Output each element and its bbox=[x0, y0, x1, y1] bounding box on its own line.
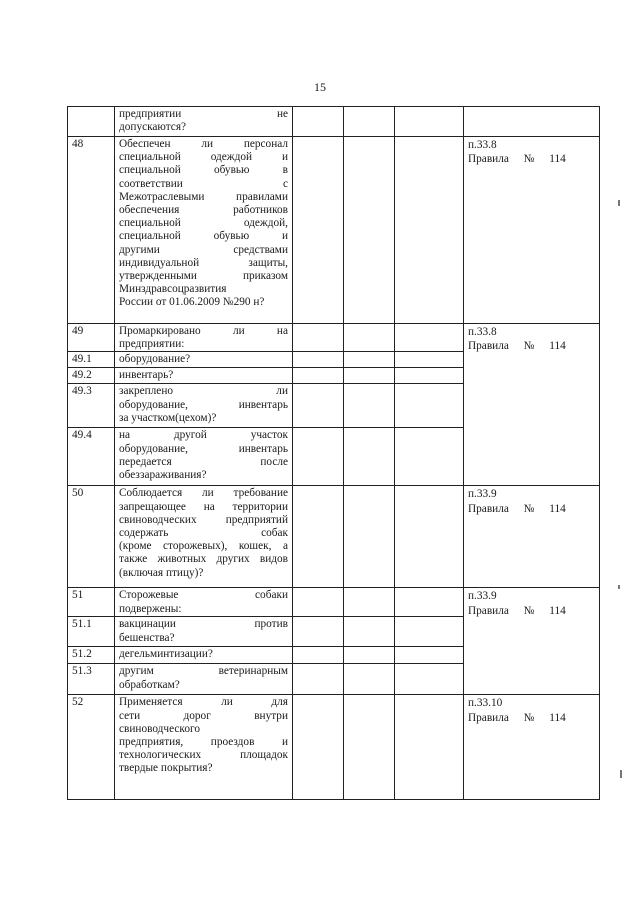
reference-cell bbox=[464, 107, 600, 137]
page-number: 15 bbox=[314, 80, 326, 94]
question-cell bbox=[115, 664, 293, 695]
question-text-end: подвержены: bbox=[119, 602, 182, 615]
table-row bbox=[68, 588, 600, 617]
answer-cell-na bbox=[395, 428, 464, 486]
answer-cell-no bbox=[344, 647, 395, 664]
answer-cell-yes bbox=[293, 352, 344, 368]
answer-cell-no bbox=[344, 695, 395, 800]
answer-cell-na bbox=[395, 664, 464, 695]
question-text: другим ветеринарным bbox=[119, 665, 288, 678]
table-row bbox=[68, 486, 600, 588]
question-text: на другой участок оборудование, инвентарь передается после bbox=[119, 429, 288, 468]
question-cell bbox=[115, 137, 293, 324]
question-text-end: (включая птицу)? bbox=[119, 566, 204, 579]
scan-mark bbox=[620, 770, 622, 778]
question-cell bbox=[115, 617, 293, 647]
answer-cell-yes bbox=[293, 695, 344, 800]
question-cell bbox=[115, 368, 293, 384]
question-cell bbox=[115, 588, 293, 617]
row-number: 49 bbox=[68, 324, 115, 352]
scan-mark bbox=[618, 585, 620, 589]
answer-cell-yes bbox=[293, 617, 344, 647]
table-row bbox=[68, 137, 600, 324]
answer-cell-no bbox=[344, 368, 395, 384]
row-number: 49.2 bbox=[68, 368, 115, 384]
reference-rules: Правила № 114 bbox=[468, 340, 566, 353]
answer-cell-na bbox=[395, 695, 464, 800]
question-text: Промаркировано ли на bbox=[119, 325, 288, 337]
reference-rules: Правила № 114 bbox=[468, 502, 566, 515]
question-text-end: Минздравсоцразвития России от 01.06.2009 №290 н? bbox=[119, 283, 265, 309]
row-number: 51.1 bbox=[68, 617, 115, 647]
question-text: Сторожевые собаки bbox=[119, 589, 288, 602]
answer-cell-na bbox=[395, 352, 464, 368]
question-text: инвентарь? bbox=[119, 369, 174, 382]
answer-cell-no bbox=[344, 324, 395, 352]
answer-cell-na bbox=[395, 368, 464, 384]
answer-cell-yes bbox=[293, 647, 344, 664]
question-text-end: обработкам? bbox=[119, 678, 180, 691]
question-text-end: обеззараживания? bbox=[119, 469, 207, 482]
question-text: дегельминтизации? bbox=[119, 648, 213, 661]
row-number: 48 bbox=[68, 137, 115, 324]
answer-cell-yes bbox=[293, 486, 344, 588]
question-text-end: предприятии: bbox=[119, 338, 185, 351]
answer-cell-yes bbox=[293, 384, 344, 428]
row-number: 52 bbox=[68, 695, 115, 800]
answer-cell-no bbox=[344, 384, 395, 428]
reference-cell bbox=[464, 486, 600, 588]
question-cell bbox=[115, 107, 293, 137]
table-row bbox=[68, 695, 600, 800]
answer-cell-na bbox=[395, 588, 464, 617]
question-cell bbox=[115, 352, 293, 368]
question-cell bbox=[115, 384, 293, 428]
answer-cell-na bbox=[395, 647, 464, 664]
answer-cell-na bbox=[395, 617, 464, 647]
answer-cell-yes bbox=[293, 664, 344, 695]
answer-cell-na bbox=[395, 486, 464, 588]
checklist-table bbox=[67, 106, 600, 800]
answer-cell-no bbox=[344, 486, 395, 588]
question-text: оборудование? bbox=[119, 353, 191, 366]
answer-cell-no bbox=[344, 588, 395, 617]
question-cell bbox=[115, 428, 293, 486]
answer-cell-yes bbox=[293, 324, 344, 352]
reference-rules: Правила № 114 bbox=[468, 711, 566, 724]
reference-clause: п.33.9 bbox=[468, 488, 497, 501]
question-text-end: твердые покрытия? bbox=[119, 762, 213, 775]
scan-mark bbox=[618, 200, 620, 206]
answer-cell-yes bbox=[293, 107, 344, 137]
question-text: предприятии не bbox=[119, 108, 288, 120]
question-cell bbox=[115, 647, 293, 664]
question-text: Применяется ли для сети дорог внутри свиноводческого предприятия, проездов и технологических площадок bbox=[119, 696, 288, 762]
row-number: 51.3 bbox=[68, 664, 115, 695]
answer-cell-no bbox=[344, 137, 395, 324]
answer-cell-yes bbox=[293, 428, 344, 486]
reference-cell bbox=[464, 695, 600, 800]
reference-cell bbox=[464, 137, 600, 324]
answer-cell-no bbox=[344, 352, 395, 368]
question-cell bbox=[115, 324, 293, 352]
reference-clause: п.33.9 bbox=[468, 590, 497, 603]
question-text-end: за участком(цехом)? bbox=[119, 411, 217, 424]
question-text-end: бешенства? bbox=[119, 631, 175, 644]
row-number: 51.2 bbox=[68, 647, 115, 664]
reference-clause: п.33.8 bbox=[468, 326, 497, 338]
question-text: закреплено ли оборудование, инвентарь bbox=[119, 385, 288, 411]
answer-cell-yes bbox=[293, 137, 344, 324]
row-number: 49.4 bbox=[68, 428, 115, 486]
reference-rules: Правила № 114 bbox=[468, 153, 566, 166]
question-text: вакцинации против bbox=[119, 618, 288, 631]
answer-cell-yes bbox=[293, 588, 344, 617]
answer-cell-na bbox=[395, 137, 464, 324]
reference-clause: п.33.8 bbox=[468, 139, 497, 151]
answer-cell-na bbox=[395, 384, 464, 428]
question-text: Обеспечен ли персонал специальной одеждой и специальной обувью в соответствии с Межотраслевыми правилами обеспечения работников специальной одеждой, специальной обувью и другими средствами индивидуальной защиты, утвержденными приказом bbox=[119, 138, 288, 283]
answer-cell-na bbox=[395, 107, 464, 137]
row-number: 49.3 bbox=[68, 384, 115, 428]
row-number: 51 bbox=[68, 588, 115, 617]
answer-cell-yes bbox=[293, 368, 344, 384]
answer-cell-no bbox=[344, 428, 395, 486]
question-cell bbox=[115, 486, 293, 588]
table-row bbox=[68, 107, 600, 137]
reference-cell bbox=[464, 588, 600, 695]
answer-cell-no bbox=[344, 617, 395, 647]
question-cell bbox=[115, 695, 293, 800]
reference-clause: п.33.10 bbox=[468, 697, 503, 710]
row-number: 50 bbox=[68, 486, 115, 588]
row-number bbox=[68, 107, 115, 137]
answer-cell-na bbox=[395, 324, 464, 352]
table-row bbox=[68, 324, 600, 352]
row-number: 49.1 bbox=[68, 352, 115, 368]
answer-cell-no bbox=[344, 664, 395, 695]
question-text-end: допускаются? bbox=[119, 121, 187, 134]
reference-rules: Правила № 114 bbox=[468, 604, 566, 617]
question-text: Соблюдается ли требование запрещающее на территории свиноводческих предприятий содержать собак (кроме сторожевых), кошек, а также животных других видов bbox=[119, 487, 288, 566]
answer-cell-no bbox=[344, 107, 395, 137]
reference-cell bbox=[464, 324, 600, 486]
